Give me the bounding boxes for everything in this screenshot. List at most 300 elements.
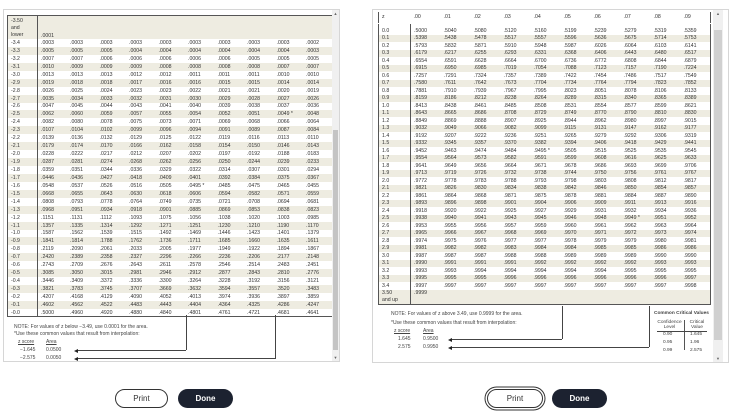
area-cell: .0143 (303, 142, 333, 150)
area-cell: .0901 (156, 206, 186, 214)
critical-value-header: Critical Value (689, 320, 705, 330)
area-cell: .1814 (67, 237, 97, 245)
area-cell: .7704 (531, 80, 561, 88)
area-cell: .8023 (563, 87, 577, 94)
area-cell: .0096 (156, 126, 186, 134)
area-cell: .9633 (681, 155, 711, 163)
area-cell: .9991 (441, 260, 471, 268)
area-cell: .9750 (591, 170, 621, 178)
area-cell: .8830 (681, 110, 711, 118)
area-cell: .0069 (217, 119, 231, 126)
area-cell: .9936 (683, 207, 697, 214)
area-cell: .9817 (683, 177, 697, 184)
confidence-level: 0.99 (663, 348, 673, 353)
area-cell: .9706 (683, 162, 697, 169)
z-cell: -0.3 (8, 285, 38, 293)
area-cell: .3228 (217, 278, 231, 285)
interp-z: −1.645 (20, 347, 36, 353)
area-cell: .9808 (623, 177, 637, 184)
area-cell: .0146 (274, 142, 304, 150)
area-cell: .8729 (531, 110, 561, 118)
area-cell: .1003 (276, 214, 290, 221)
area-cell: .9977 (503, 237, 517, 244)
area-cell: .2177 (274, 253, 304, 261)
area-cell: .9319 (683, 132, 697, 139)
area-cell: .9429 (651, 140, 681, 148)
area-cell: .0084 (303, 126, 333, 134)
area-cell: .2236 (215, 253, 245, 261)
area-cell: .0162 (156, 142, 186, 150)
area-cell: .3669 (156, 285, 186, 293)
area-cell: .0011 (188, 71, 201, 78)
area-cell: .0268 (126, 158, 156, 166)
area-cell: .9868 (473, 192, 487, 199)
area-cell: .1635 (274, 237, 304, 245)
area-cell: .3745 (97, 285, 127, 293)
area-cell: .9925 (503, 207, 517, 214)
area-cell: .5319 (653, 27, 667, 34)
area-cell: .9394 (561, 140, 591, 148)
arrow-icon (74, 349, 78, 353)
table-row (8, 110, 333, 118)
area-cell: .0060 (67, 110, 97, 118)
area-cell: .9940 (441, 215, 471, 223)
area-cell: .0793 (70, 198, 83, 205)
area-cell: .6700 (533, 57, 547, 64)
area-cell: .0329 (158, 166, 172, 173)
area-cell: .9987 (414, 252, 427, 259)
area-cell: .0188 (276, 151, 290, 158)
area-cell: .9980 (653, 237, 667, 244)
area-cell: .8944 (563, 117, 577, 124)
area-cell: .9983 (501, 245, 531, 253)
area-cell: .5871 (473, 42, 487, 49)
area-cell: .0003 (188, 39, 201, 46)
area-cell: .7995 (533, 87, 547, 94)
area-cell: .9993 (414, 267, 427, 274)
area-cell: .9222 (473, 132, 487, 139)
table-row (379, 95, 711, 103)
area-cell: .9896 (441, 200, 471, 208)
area-cell: .8389 (681, 95, 711, 103)
area-cell: .9995 (623, 267, 637, 274)
area-cell: .0071 (188, 119, 201, 126)
area-cell: .1762 (126, 237, 156, 245)
area-cell: .9922 (473, 207, 487, 214)
area-cell: .5948 (533, 42, 547, 49)
area-cell: .3783 (67, 285, 97, 293)
area-cell: .7611 (441, 80, 471, 88)
interp-arrow-line (78, 358, 275, 359)
area-cell: .9616 (621, 155, 651, 163)
interp-arrow-line (452, 339, 562, 340)
z-cell: 1.4 (379, 132, 411, 140)
area-cell: .9992 (561, 260, 591, 268)
table-row (379, 237, 711, 245)
interp-arrow-line (452, 347, 649, 348)
table-row (8, 301, 333, 309)
area-cell: .8997 (653, 117, 667, 124)
done-button[interactable]: Done (178, 389, 233, 408)
z-cell: 1.2 (379, 117, 411, 125)
area-cell: .9948 (591, 215, 621, 223)
z-cell: -1.8 (8, 166, 38, 174)
area-cell: .8531 (563, 102, 577, 109)
area-cell: .9994 (473, 267, 487, 274)
area-cell: .1469 (188, 230, 201, 237)
area-cell: .0007 (41, 55, 54, 62)
area-cell: .9981 (411, 245, 441, 253)
area-cell: .0294 (306, 166, 319, 173)
area-cell: .9989 (593, 252, 607, 259)
area-cell: .9949 * (621, 215, 651, 223)
area-cell: .9918 (414, 207, 427, 214)
area-cell: .9953 (414, 222, 427, 229)
print-button[interactable]: Print (115, 389, 168, 408)
area-cell: .7454 (593, 72, 607, 79)
area-cell: .9986 (681, 245, 711, 253)
area-cell: .9406 (591, 140, 621, 148)
area-cell: .6064 (623, 42, 637, 49)
scrollbar[interactable] (713, 10, 723, 362)
area-cell: .9778 (443, 177, 457, 184)
area-cell: .7881 (414, 87, 427, 94)
area-cell: .5279 (623, 27, 637, 34)
area-cell: .1210 (244, 222, 274, 230)
area-cell: .1112 (99, 214, 112, 221)
z-cell: -2.6 (8, 103, 38, 111)
area-cell: .0548 (41, 182, 54, 189)
table-row (8, 198, 333, 206)
area-cell: .9826 (441, 185, 471, 193)
area-cell: .9474 (473, 147, 487, 154)
area-cell: .0104 (67, 126, 97, 134)
area-cell: .6406 (591, 50, 621, 58)
area-cell: .0045 (70, 103, 83, 110)
table-row (379, 200, 711, 208)
area-cell: .8413 (414, 102, 427, 109)
area-cell: .9997 (593, 282, 607, 289)
area-header: Area (46, 339, 57, 345)
table-row (8, 174, 333, 182)
column-header: .09 (681, 12, 711, 23)
table-row (8, 261, 333, 269)
area-cell: .0274 (97, 158, 127, 166)
area-cell: .0099 (126, 126, 156, 134)
area-cell: .9988 (503, 252, 517, 259)
area-cell: .0618 (156, 190, 186, 198)
column-header: .03 (501, 12, 531, 23)
z-score-header: z score (394, 328, 411, 334)
area-cell: .1841 (38, 237, 68, 245)
z-score-header: z score (18, 339, 35, 345)
z-label: -3.50 (11, 18, 23, 24)
z-cell: -0.1 (8, 301, 38, 309)
area-cell: .1922 (247, 246, 260, 253)
z-cell: 2.1 (379, 185, 411, 193)
z-cell: -2.0 (8, 150, 38, 158)
area-cell: .0005 (38, 47, 68, 55)
area-cell: .0495 * (188, 182, 205, 189)
table-row (379, 222, 711, 230)
area-cell: .8577 (623, 102, 637, 109)
z-label: and (11, 25, 20, 31)
area-cell: .5478 (471, 35, 501, 43)
area-cell: .5000 (41, 309, 54, 316)
area-cell: .0446 (38, 174, 68, 182)
area-cell: .9994 (533, 267, 547, 274)
area-cell: .0594 (215, 190, 245, 198)
area-cell: .2810 (274, 269, 304, 277)
area-cell: .0307 (247, 166, 260, 173)
area-cell: .9887 (653, 192, 667, 199)
confidence-level: 0.90 (663, 332, 673, 337)
interp-z: 2.575 (398, 344, 411, 350)
area-cell: .0021 (247, 87, 260, 94)
print-button[interactable]: Print (487, 389, 543, 408)
area-cell: .2327 (126, 253, 156, 261)
area-cell: .5753 (681, 35, 711, 43)
area-cell: .9985 (591, 245, 621, 253)
area-cell: .9990 (411, 260, 441, 268)
area-cell: .9732 (501, 170, 531, 178)
table-row (8, 39, 333, 47)
area-cell: .9972 (621, 230, 651, 238)
area-cell: .9996 (651, 275, 681, 283)
area-cell: .0013 (41, 71, 54, 78)
area-cell: .9999 (411, 290, 711, 305)
table-row (379, 162, 711, 170)
area-cell: .9834 (501, 185, 531, 193)
area-cell: .8133 (683, 87, 697, 94)
area-cell: .0029 (215, 95, 245, 103)
table-row (379, 260, 711, 268)
area-cell: .6103 (653, 42, 667, 49)
area-cell: .0102 (97, 126, 127, 134)
area-cell: .9994 (503, 267, 517, 274)
area-cell: .9292 (623, 132, 637, 139)
area-cell: .5557 (531, 35, 561, 43)
area-cell: .2148 (303, 253, 333, 261)
area-cell: .0212 (129, 151, 142, 158)
area-cell: .9975 (443, 237, 457, 244)
interp-arrow-line (562, 306, 563, 339)
area-cell: .9906 (561, 200, 591, 208)
area-cell: .1587 (41, 230, 54, 237)
area-cell: .9207 (443, 132, 457, 139)
area-cell: .0559 (303, 190, 333, 198)
area-cell: .9995 (683, 267, 697, 274)
done-button[interactable]: Done (552, 389, 607, 408)
area-cell: .9838 (531, 185, 561, 193)
area-cell: .8078 (623, 87, 637, 94)
area-cell: .6844 (653, 57, 667, 64)
area-cell: .9987 (473, 252, 487, 259)
area-cell: .0003 (129, 39, 142, 46)
area-cell: .0007 (274, 63, 304, 71)
area-cell: .9345 (441, 140, 471, 148)
area-cell: .0011 (217, 71, 231, 78)
z-cell: -2.1 (8, 142, 38, 150)
area-cell: .0004 (274, 47, 304, 55)
area-cell: .0256 (185, 158, 215, 166)
area-cell: .0113 (276, 135, 290, 142)
area-cell: .0116 (247, 135, 260, 142)
area-cell: .5080 (473, 27, 487, 34)
area-cell: .0002 (306, 39, 319, 46)
area-cell: .0043 (129, 103, 142, 110)
area-cell: .0003 (70, 39, 83, 46)
table-row (379, 87, 711, 95)
z-cell: -2.4 (8, 118, 38, 126)
area-cell: .8315 (591, 95, 621, 103)
area-cell: .9961 (593, 222, 607, 229)
z-cell: -0.5 (8, 269, 38, 277)
area-cell: .9991 (471, 260, 501, 268)
area-cell: .9995 (411, 275, 441, 283)
area-cell: .2946 (156, 269, 186, 277)
area-cell: .6293 (501, 50, 531, 58)
area-cell: .0008 (215, 63, 245, 71)
area-cell: .9854 (651, 185, 681, 193)
z-label: lower (11, 32, 24, 38)
area-cell: .0059 (97, 110, 127, 118)
area-cell: .0008 (244, 63, 274, 71)
scroll-up-icon: ▲ (716, 11, 720, 16)
z-cell (379, 290, 411, 305)
z-cell: 2.0 (379, 177, 411, 185)
area-cell: .9484 (503, 147, 517, 154)
area-cell: .0244 (244, 158, 274, 166)
area-cell: .0009 (67, 63, 97, 71)
z-cell: -0.0 (8, 309, 38, 317)
z-cell: -0.4 (8, 277, 38, 285)
area-cell: .0344 (99, 166, 113, 173)
area-cell: .0409 (156, 174, 186, 182)
table-row (379, 125, 711, 133)
area-cell: .9993 (651, 260, 681, 268)
area-cell: .0239 (274, 158, 304, 166)
area-cell: .9995 (441, 275, 471, 283)
area-cell: .8238 (501, 95, 531, 103)
table-row (379, 207, 711, 215)
area-cell: .9959 (533, 222, 547, 229)
area-cell: .9441 (681, 140, 711, 148)
area-cell: .0003 (276, 39, 290, 46)
area-cell: .0006 (217, 55, 231, 62)
area-cell: .9884 (623, 192, 637, 199)
interp-note: *Use these common values that result from interpolation: (391, 320, 517, 326)
area-cell: .0020 (276, 87, 290, 94)
area-cell: .9995 (653, 267, 667, 274)
table-row (8, 222, 333, 230)
area-cell: .1357 (38, 222, 68, 230)
area-cell: .9713 (411, 170, 441, 178)
z-cell: -2.7 (8, 95, 38, 103)
area-cell: .8212 (471, 95, 501, 103)
area-cell: .6879 (683, 57, 697, 64)
table-row (379, 267, 711, 275)
area-cell: .9177 (681, 125, 711, 133)
area-cell: .9726 (471, 170, 501, 178)
interp-arrow-line (275, 315, 276, 359)
area-cell: .1611 (303, 237, 333, 245)
area-cell: .1379 (306, 230, 319, 237)
area-cell: .9830 (471, 185, 501, 193)
area-cell: .9850 (621, 185, 651, 193)
area-cell: .0044 (99, 103, 113, 110)
area-cell: .0359 (41, 166, 54, 173)
area-cell: .7389 (533, 72, 547, 79)
table-row (379, 72, 711, 80)
scrollbar[interactable] (332, 10, 339, 361)
area-cell: .9943 (501, 215, 531, 223)
area-cell: .6950 (441, 65, 471, 73)
area-cell: .8508 (533, 102, 547, 109)
area-cell: .1271 (156, 222, 186, 230)
area-cell: .0107 (38, 126, 68, 134)
area-cell: .0005 (276, 55, 290, 62)
area-cell: .9945 (531, 215, 561, 223)
area-cell: .1492 (158, 230, 172, 237)
area-cell: .1335 (67, 222, 97, 230)
area-cell: .0516 (129, 182, 142, 189)
area-cell: .0052 (215, 110, 245, 118)
area-cell: .0024 (99, 87, 113, 94)
area-cell: .5398 (411, 35, 441, 43)
area-cell: .0030 (185, 95, 215, 103)
area-cell: .6591 (443, 57, 457, 64)
area-cell: .0129 (129, 135, 142, 142)
area-cell: .3192 (247, 278, 260, 285)
area-cell: .9236 (503, 132, 517, 139)
table-row (379, 57, 711, 65)
area-cell: .0455 (306, 182, 319, 189)
table-row (8, 142, 333, 150)
critical-value: 2.575 (690, 348, 703, 353)
area-cell: .0132 (99, 135, 113, 142)
interp-note: *Use these common values that result from interpolation: (14, 331, 140, 337)
table-row (379, 35, 711, 43)
area-cell: .2776 (303, 269, 333, 277)
table-row (8, 166, 333, 174)
area-cell: .8438 (443, 102, 457, 109)
z-cell: -0.7 (8, 253, 38, 261)
area-cell: .5832 (443, 42, 457, 49)
area-cell: .2843 (244, 269, 274, 277)
table-row (379, 282, 711, 290)
area-cell: .0183 (306, 151, 319, 158)
area-cell: .0222 (70, 151, 83, 158)
area-cell: .9608 (591, 155, 621, 163)
area-cell: .4404 (185, 301, 215, 309)
z-cell: 3.4 (379, 282, 411, 290)
z-cell: 3.3 (379, 275, 411, 283)
area-cell: .0197 (217, 151, 231, 158)
area-cell: .4207 (41, 293, 54, 300)
area-cell: .1093 (129, 214, 142, 221)
area-cell: .9984 (561, 245, 591, 253)
area-cell: .2611 (158, 262, 172, 269)
area-cell: .9664 (503, 162, 517, 169)
area-cell: .8810 (651, 110, 681, 118)
area-cell: .9970 (561, 230, 591, 238)
column-header: .04 (531, 12, 561, 23)
area-cell: .9738 (531, 170, 561, 178)
area-cell: .9890 (683, 192, 697, 199)
area-cell: .9994 (593, 267, 607, 274)
area-cell: .3336 (129, 278, 142, 285)
